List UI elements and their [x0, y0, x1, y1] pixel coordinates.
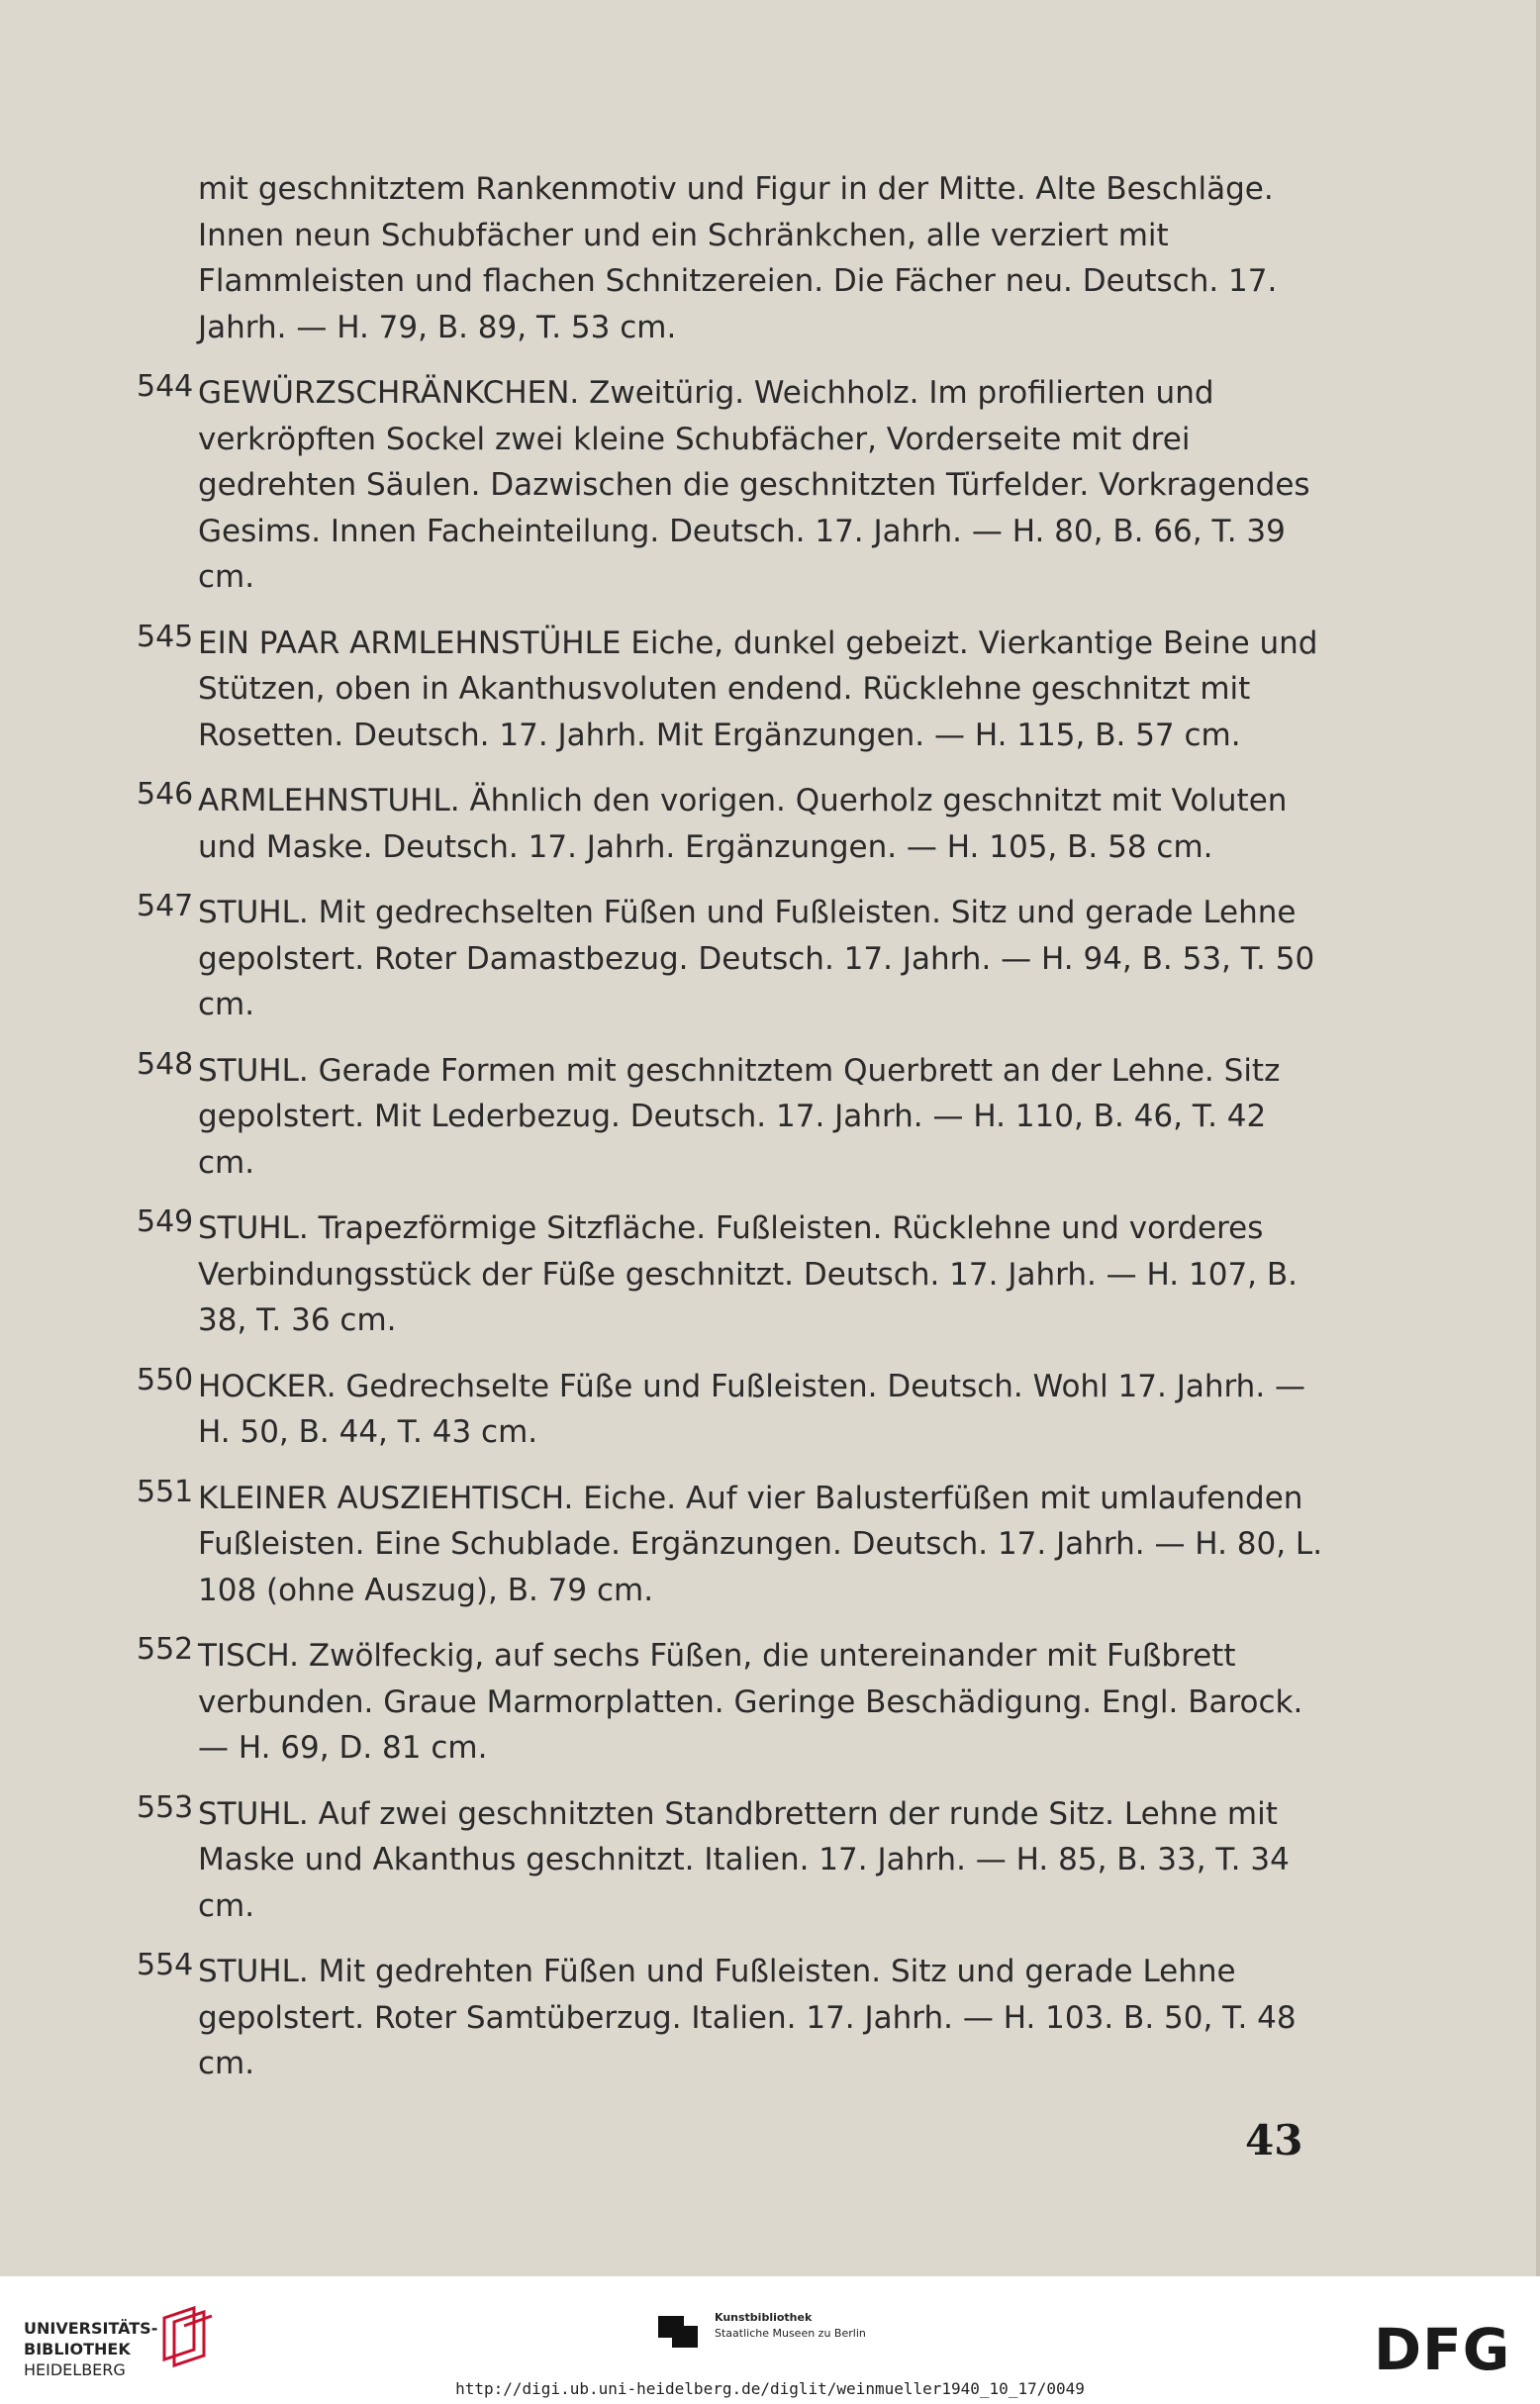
entry-number: 554: [137, 1948, 194, 1982]
catalog-entry: [137, 1948, 1326, 2087]
catalog-entry: [137, 619, 1326, 759]
entry-text: HOCKER. Gedrechselte Füße und Fußleisten. Deutsch. Wohl 17. Jahrh. — H. 50, B. 44, T. 43 cm.: [198, 1368, 1306, 1450]
kb-line-1: Kunstbibliothek: [715, 2311, 813, 2324]
ub-line-1: UNIVERSITÄTS-: [24, 2319, 158, 2338]
ub-heidelberg-text: [24, 2318, 157, 2380]
dfg-logo: DFG: [1374, 2316, 1511, 2383]
entry-text: EIN PAAR ARMLEHNSTÜHLE Eiche, dunkel gebeizt. Vierkantige Beine und Stützen, oben in Akanthusvoluten endend. Rücklehne geschnitzt mit Rosetten. Deutsch. 17. Jahrh. Mit Ergänzungen. — H. 115, B. 57 cm.: [198, 625, 1318, 753]
entry-number: 551: [137, 1474, 194, 1509]
entry-number: 546: [137, 777, 194, 812]
ub-line-2: BIBLIOTHEK: [24, 2340, 131, 2358]
entry-text: STUHL. Trapezförmige Sitzfläche. Fußleisten. Rücklehne und vorderes Verbindungsstück der Füße geschnitzt. Deutsch. 17. Jahrh. — H. 107, B. 38, T. 36 cm.: [198, 1210, 1299, 1338]
catalog-entries: [137, 369, 1326, 2087]
catalog-entry: [137, 1046, 1326, 1187]
catalog-entry: [137, 1474, 1326, 1614]
entry-text: KLEINER AUSZIEHTISCH. Eiche. Auf vier Balusterfüßen mit umlaufenden Fußleisten. Eine Schublade. Ergänzungen. Deutsch. 17. Jahrh. — H. 80, L. 108 (ohne Auszug), B. 79 cm.: [198, 1480, 1323, 1608]
catalog-entry: [137, 1204, 1326, 1344]
entry-number: 548: [137, 1046, 194, 1082]
entry-text: TISCH. Zwölfeckig, auf sechs Füßen, die untereinander mit Fußbrett verbunden. Graue Marmorplatten. Geringe Beschädigung. Engl. Barock. — H. 69, D. 81 cm.: [198, 1638, 1303, 1766]
entry-text: STUHL. Gerade Formen mit geschnitztem Querbrett an der Lehne. Sitz gepolstert. Mit Lederbezug. Deutsch. 17. Jahrh. — H. 110, B. 46, T. 42 cm.: [198, 1052, 1281, 1181]
catalog-text: [137, 166, 1326, 2107]
catalog-entry: [137, 1632, 1326, 1772]
entry-number: 545: [137, 619, 194, 654]
entry-number: 552: [137, 1632, 194, 1667]
kunstbibliothek-logo-icon: [656, 2312, 700, 2352]
page-number: 43: [1245, 2116, 1303, 2164]
ub-line-3: HEIDELBERG: [24, 2360, 126, 2379]
entry-text: ARMLEHNSTUHL. Ähnlich den vorigen. Querholz geschnitzt mit Voluten und Maske. Deutsch. 17. Jahrh. Ergänzungen. — H. 105, B. 58 cm.: [198, 783, 1288, 865]
entry-text: STUHL. Auf zwei geschnitzten Standbrettern der runde Sitz. Lehne mit Maske und Akanthus geschnitzt. Italien. 17. Jahrh. — H. 85, B. 33, T. 34 cm.: [198, 1795, 1290, 1924]
intro-text: mit geschnitztem Rankenmotiv und Figur in der Mitte. Alte Beschläge. Innen neun Schubfächer und ein Schränkchen, alle verziert mit Flammleisten und flachen Schnitzereien. Die Fächer neu. Deutsch. 17. Jahrh. — H. 79, B. 89, T. 53 cm.: [198, 171, 1278, 345]
entry-number: 544: [137, 369, 194, 404]
entry-number: 550: [137, 1362, 194, 1397]
entry-number: 549: [137, 1204, 194, 1239]
entry-text: STUHL. Mit gedrehten Füßen und Fußleisten. Sitz und gerade Lehne gepolstert. Roter Samtüberzug. Italien. 17. Jahrh. — H. 103. B. 50, T. 48 cm.: [198, 1954, 1297, 2081]
ub-heidelberg-logo-icon: [158, 2304, 216, 2369]
catalog-entry: [137, 889, 1326, 1028]
catalog-entry: [137, 369, 1326, 601]
kunstbibliothek-text: [715, 2310, 866, 2342]
catalog-entry: [137, 777, 1326, 870]
kb-line-2: Staatliche Museen zu Berlin: [715, 2327, 866, 2340]
entry-number: 547: [137, 889, 194, 923]
source-url[interactable]: http://digi.ub.uni-heidelberg.de/diglit/weinmueller1940_10_17/0049: [455, 2379, 1085, 2398]
catalog-entry: [137, 1789, 1326, 1930]
entry-number: 553: [137, 1789, 194, 1825]
entry-text: GEWÜRZSCHRÄNKCHEN. Zweitürig. Weichholz. Im profilierten und verkröpften Sockel zwei kleine Schubfächer, Vorderseite mit drei gedrehten Säulen. Dazwischen die geschnitzten Türfelder. Vorkragendes Gesims. Innen Facheinteilung. Deutsch. 17. Jahrh. — H. 80, B. 66, T. 39 cm.: [198, 375, 1310, 595]
intro-paragraph: [198, 166, 1326, 350]
catalog-entry: [137, 1362, 1326, 1456]
entry-text: STUHL. Mit gedrechselten Füßen und Fußleisten. Sitz und gerade Lehne gepolstert. Roter Damastbezug. Deutsch. 17. Jahrh. — H. 94, B. 53, T. 50 cm.: [198, 895, 1315, 1022]
